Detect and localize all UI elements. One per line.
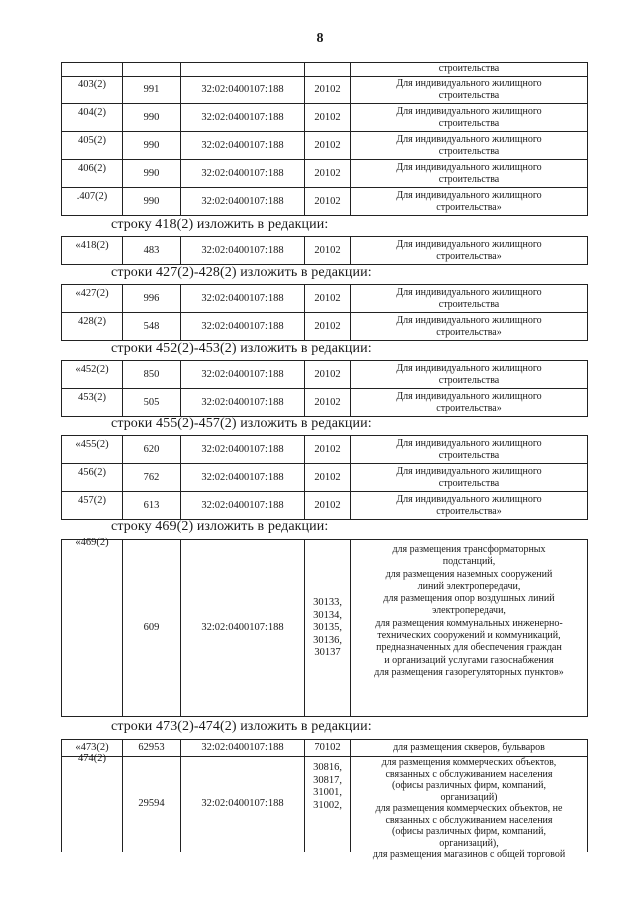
cell-use: Для индивидуального жилищного строительства [350,361,587,388]
text-line: (офисы различных фирм, компаний, [392,780,546,791]
text-line: 31002, [313,799,342,811]
cell-area: 29594 [122,756,180,852]
cell-area: 996 [122,285,180,312]
table-cell [180,63,304,76]
cell-number: 457(2) [78,495,106,506]
cell-area: 62953 [122,740,180,756]
table-row [61,492,588,520]
cell-number: 456(2) [78,467,106,478]
cell-cadastral: 32:02:0400107:188 [180,464,304,491]
text-line: для размещения коммерческих объектов, [381,757,557,768]
cell-cadastral: 32:02:0400107:188 [180,188,304,215]
cell-area: 990 [122,160,180,187]
text-line: 30133, [313,596,342,608]
cell-cadastral: 32:02:0400107:188 [180,389,304,416]
cell-area: 548 [122,313,180,340]
text-line: и организаций услугами газоснабжения [384,654,554,666]
cell-code: 20102 [304,132,350,159]
cell-use: Для индивидуального жилищного строительства» [350,313,587,340]
cell-cadastral: 32:02:0400107:188 [180,313,304,340]
cell-code: 20102 [304,464,350,491]
cell-use: Для индивидуального жилищного строительства» [350,237,587,264]
cell-cadastral: 32:02:0400107:188 [180,132,304,159]
cell-code: 70102 [304,740,350,756]
table-row [61,236,588,265]
cell-use: Для индивидуального жилищного строительства [350,160,587,187]
table-row [61,132,588,160]
cell-area: 505 [122,389,180,416]
cell-use: Для индивидуального жилищного строительства [350,285,587,312]
cell-number: «418(2) [75,240,109,251]
cell-use: Для индивидуального жилищного строительства» [350,389,587,416]
cell-cadastral: 32:02:0400107:188 [180,436,304,463]
cell-code: 20102 [304,76,350,103]
cell-use: Для индивидуального жилищного строительства» [350,492,587,519]
text-line: подстанций, [442,556,496,568]
text-line: 30137 [314,646,341,658]
text-line: связанных с обслуживанием населения [385,814,553,826]
text-line: для размещения коммерческих объектов, не [375,803,563,814]
cell-area: 762 [122,464,180,491]
cell-use: Для индивидуального жилищного строительства [350,76,587,103]
cell-area: 990 [122,188,180,215]
cell-cadastral: 32:02:0400107:188 [180,237,304,264]
table-row [61,284,588,313]
table-row [61,389,588,417]
cell-area: 990 [122,132,180,159]
cell-number: 428(2) [78,316,106,327]
table-row [61,464,588,492]
table-row [61,188,588,216]
cell-code: 20102 [304,436,350,463]
cell-area: 620 [122,436,180,463]
text-line: 30135, [313,621,342,633]
cell-use: Для индивидуального жилищного строительства [350,104,587,131]
cell-code: 20102 [304,237,350,264]
cell-number: 403(2) [78,79,106,90]
cell-number: 404(2) [78,107,106,118]
text-line: (офисы различных фирм, компаний, [392,826,546,837]
table-cell [62,63,122,76]
cell-cadastral: 32:02:0400107:188 [180,104,304,131]
cell-code: 20102 [304,492,350,519]
cell-number: .407(2) [76,191,108,202]
text-line: для размещения трансформаторных [392,544,546,555]
cell-number: 453(2) [78,392,106,403]
cell-area: 483 [122,237,180,264]
cell-number: «452(2) [75,364,109,375]
instruction-427-428: строки 427(2)-428(2) изложить в редакции: [111,265,372,280]
cell-cadastral: 32:02:0400107:188 [180,740,304,756]
text-line: связанных с обслуживанием населения [385,768,553,780]
cell-use: Для индивидуального жилищного строительства [350,436,587,463]
cell-cadastral: 32:02:0400107:188 [180,285,304,312]
text-line: для размещения газорегуляторных пунктов» [374,666,564,678]
text-line: для размещения опор воздушных линий [383,593,555,605]
instruction-469: строку 469(2) изложить в редакции: [111,519,329,534]
cell-number: 405(2) [78,135,106,146]
cell-use: Для индивидуального жилищного строительства [350,464,587,491]
cell-code: 20102 [304,285,350,312]
cell-codes [304,756,350,852]
table-cell [122,63,180,76]
cell-code: 20102 [304,361,350,388]
text-line: линий электропередачи, [417,580,521,592]
instruction-418: строку 418(2) изложить в редакции: [111,217,329,232]
table-row-continuation [61,62,588,77]
cell-cadastral: 32:02:0400107:188 [180,361,304,388]
text-line: предназначенных для обеспечения граждан [376,642,562,654]
text-line: 30136, [313,634,342,646]
page-number: 8 [316,31,324,46]
cell-area: 850 [122,361,180,388]
cell-code: 20102 [304,389,350,416]
cell-cadastral: 32:02:0400107:188 [180,492,304,519]
text-line: 31001, [313,787,342,798]
cell-use: для размещения скверов, бульваров [350,740,587,756]
table-row [61,160,588,188]
cell-area: 991 [122,76,180,103]
text-line: для размещения коммунальных инженерно- [375,617,563,629]
cell-code: 20102 [304,188,350,215]
cell-use: Для индивидуального жилищного строительства» [350,188,587,215]
text-line: 30134, [313,609,342,621]
table-row [61,360,588,389]
instruction-473-474: строки 473(2)-474(2) изложить в редакции: [111,719,372,734]
text-line: 30817, [313,774,342,786]
text-line: для размещения наземных сооружений [385,568,553,580]
text-line: организаций), [439,837,499,849]
cell-number: 474(2) [78,753,106,764]
table-row [61,76,588,104]
table-row [61,435,588,464]
table-row-473 [61,739,588,757]
text-line: 30816, [313,762,342,773]
table-row-469 [61,539,588,717]
table-row-474 [61,753,588,860]
cell-code: 20102 [304,160,350,187]
cell-number: «455(2) [75,439,109,450]
cell-use: Для индивидуального жилищного строительства [350,132,587,159]
text-line: технических сооружений и коммуникаций, [377,630,561,642]
cell-cadastral: 32:02:0400107:188 [180,76,304,103]
cell-codes [304,540,350,716]
table-row [61,313,588,341]
cell-number: 406(2) [78,163,106,174]
cell-cadastral: 32:02:0400107:188 [180,540,304,716]
cell-cadastral: 32:02:0400107:188 [180,756,304,852]
text-line: электропередачи, [432,605,506,617]
cell-code: 20102 [304,104,350,131]
table-row [61,104,588,132]
table-cell [304,63,350,76]
text-line: для размещения магазинов с общей торговой [372,849,566,860]
cell-area: 613 [122,492,180,519]
table-cell: строительства [350,63,587,76]
cell-use [350,540,587,716]
cell-number: «427(2) [75,288,109,299]
cell-cadastral: 32:02:0400107:188 [180,160,304,187]
cell-number: «473(2) [75,742,109,753]
cell-area: 990 [122,104,180,131]
cell-area: 609 [122,540,180,716]
instruction-455-457: строки 455(2)-457(2) изложить в редакции: [111,416,372,431]
instruction-452-453: строки 452(2)-453(2) изложить в редакции: [111,341,372,356]
cell-use [350,756,587,860]
text-line: организаций) [440,791,498,803]
cell-code: 20102 [304,313,350,340]
cell-number: «469(2) [75,537,109,548]
